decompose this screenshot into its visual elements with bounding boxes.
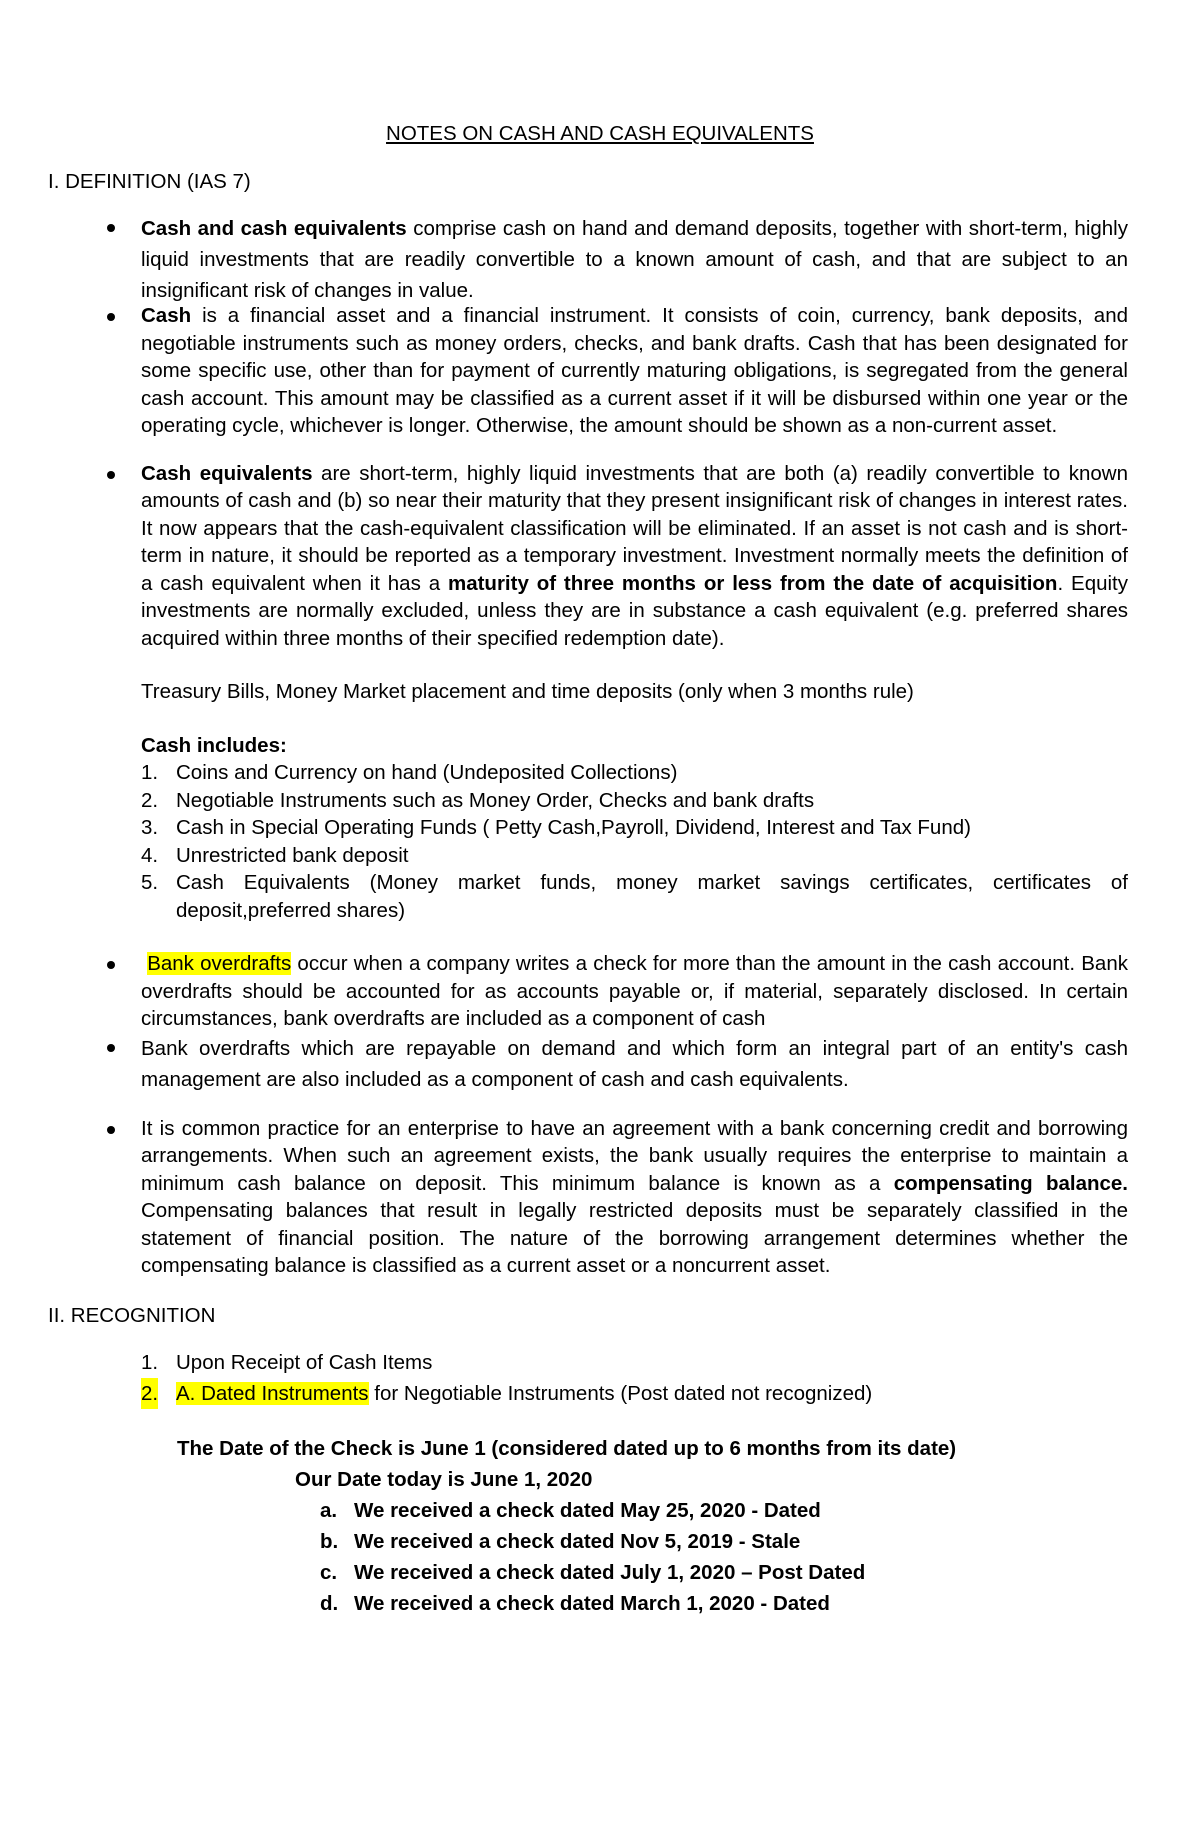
- list-item: 1. Coins and Currency on hand (Undeposited Collections): [141, 761, 678, 784]
- bullet-dot-icon: [107, 224, 115, 232]
- maturity-rule: maturity of three months or less from the date of acquisition: [447, 571, 1058, 595]
- treasury-note: Treasury Bills, Money Market placement and time deposits (only when 3 months rule): [141, 680, 914, 703]
- cash-equivalents-bullet-list: [48, 460, 1128, 925]
- list-item: 2. A. Dated Instruments for Negotiable Instruments (Post dated not recognized): [141, 1378, 1128, 1409]
- bullet-cash: [48, 302, 1128, 440]
- bullet-dot-icon: [107, 471, 115, 479]
- section-heading-definition: I. DEFINITION (IAS 7): [48, 169, 251, 193]
- check-examples-list: [48, 1495, 1128, 1619]
- compensating-balance-bullet-list: [48, 1115, 1128, 1280]
- list-item: 2. Negotiable Instruments such as Money Order, Checks and bank drafts: [141, 788, 815, 812]
- section-heading-recognition: II. RECOGNITION: [48, 1303, 216, 1327]
- term-cash-and-cash-equivalents: Cash and cash equivalents: [141, 217, 407, 240]
- recognition-list: [141, 1347, 1128, 1409]
- cash-includes-heading: Cash includes:: [141, 733, 287, 757]
- definition-text: . Equity investments are normally excluded, unless they are in substance a cash equivalent (e.g. preferred shares acquired within three months of their specified redemption date).: [141, 571, 1128, 650]
- bullet-dot-icon: [107, 1126, 115, 1134]
- term-compensating-balance: compensating balance.: [893, 1171, 1128, 1195]
- check-example-block: [48, 1433, 1128, 1619]
- bullet-cash-equivalents: [48, 460, 1128, 925]
- term-cash-equivalents: Cash equivalents: [141, 461, 313, 485]
- list-item: 1. Upon Receipt of Cash Items: [141, 1351, 433, 1374]
- term-cash: Cash: [141, 304, 192, 327]
- list-item: a. We received a check dated May 25, 2020 - Dated: [320, 1499, 821, 1522]
- definition-text: occur when a company writes a check for more than the amount in the cash account. Bank overdrafts should be accounted for as accounts payable or, if material, separately disclosed. In certain circumstances, bank overdrafts are included as a component of cash: [141, 952, 1128, 1030]
- definition-text: is a financial asset and a financial instrument. It consists of coin, currency, bank deposits, and negotiable instruments such as money orders, checks, and bank drafts. Cash that has been designated for some specific use, other than for payment of currently maturing obligations, is segregated from the general cash account. This amount may be classified as a current asset if it will be disbursed within one year or the operating cycle, whichever is longer. Otherwise, the amount should be shown as a non-current asset.: [141, 304, 1128, 437]
- bullet-cash-and-cash-equivalents: [48, 213, 1128, 306]
- bullet-dot-icon: [107, 1044, 115, 1052]
- highlighted-term-bank-overdrafts: Bank overdrafts: [147, 952, 292, 975]
- definition-text: are short-term, highly liquid investments that are both (a) readily convertible to known amounts of cash and (b) so near their maturity that they present insignificant risk of changes in interest rates. It now appears that the cash-equivalent classification will be eliminated. If an asset is not cash and is short-term in nature, it should be reported as a temporary investment. Investment normally meets the definition of a cash equivalent when it has a: [141, 461, 1128, 595]
- definition-text: Bank overdrafts which are repayable on demand and which form an integral part of an entity's cash management are also included as a component of cash and cash equivalents.: [141, 1036, 1128, 1091]
- list-item: c. We received a check dated July 1, 2020 – Post Dated: [320, 1561, 866, 1584]
- definition-text: comprise cash on hand and demand deposits, together with short-term, highly liquid investments that are readily convertible to a known amount of cash, and that are subject to an insignificant risk of changes in value.: [141, 217, 1128, 302]
- cash-includes-list: [141, 759, 1128, 924]
- list-item: 5. Cash Equivalents (Money market funds, money market savings certificates, certificates of deposit,preferred shares): [141, 871, 1128, 922]
- bank-overdraft-bullet-list: [48, 950, 1128, 1095]
- definition-bullet-list: [48, 213, 1128, 440]
- list-item: 3. Cash in Special Operating Funds ( Petty Cash,Payroll, Dividend, Interest and Tax Fund): [141, 816, 971, 839]
- bullet-compensating-balance: [48, 1115, 1128, 1280]
- definition-text: Compensating balances that result in legally restricted deposits must be separately classified in the statement of financial position. The nature of the borrowing arrangement determines whether the compensating balance is classified as a current asset or a noncurrent asset.: [141, 1199, 1128, 1277]
- list-item: b. We received a check dated Nov 5, 2019 - Stale: [320, 1530, 801, 1553]
- today-date: Our Date today is June 1, 2020: [295, 1468, 593, 1491]
- check-date-rule: The Date of the Check is June 1 (considered dated up to 6 months from its date): [177, 1437, 957, 1460]
- bullet-dot-icon: [107, 961, 115, 969]
- bullet-bank-overdrafts: [48, 950, 1128, 1033]
- definition-text: It is common practice for an enterprise to have an agreement with a bank concerning credit and borrowing arrangements. When such an agreement exists, the bank usually requires the enterprise to maintain a minimum cash balance on deposit. This minimum balance is known as a: [141, 1116, 1128, 1195]
- list-item: 4. Unrestricted bank deposit: [141, 843, 409, 867]
- list-item: d. We received a check dated March 1, 2020 - Dated: [320, 1592, 830, 1615]
- bullet-dot-icon: [107, 313, 115, 321]
- highlighted-dated-instruments: A. Dated Instruments: [176, 1382, 369, 1405]
- bullet-bank-overdrafts-repayable: [48, 1033, 1128, 1095]
- document-title: NOTES ON CASH AND CASH EQUIVALENTS: [386, 122, 814, 145]
